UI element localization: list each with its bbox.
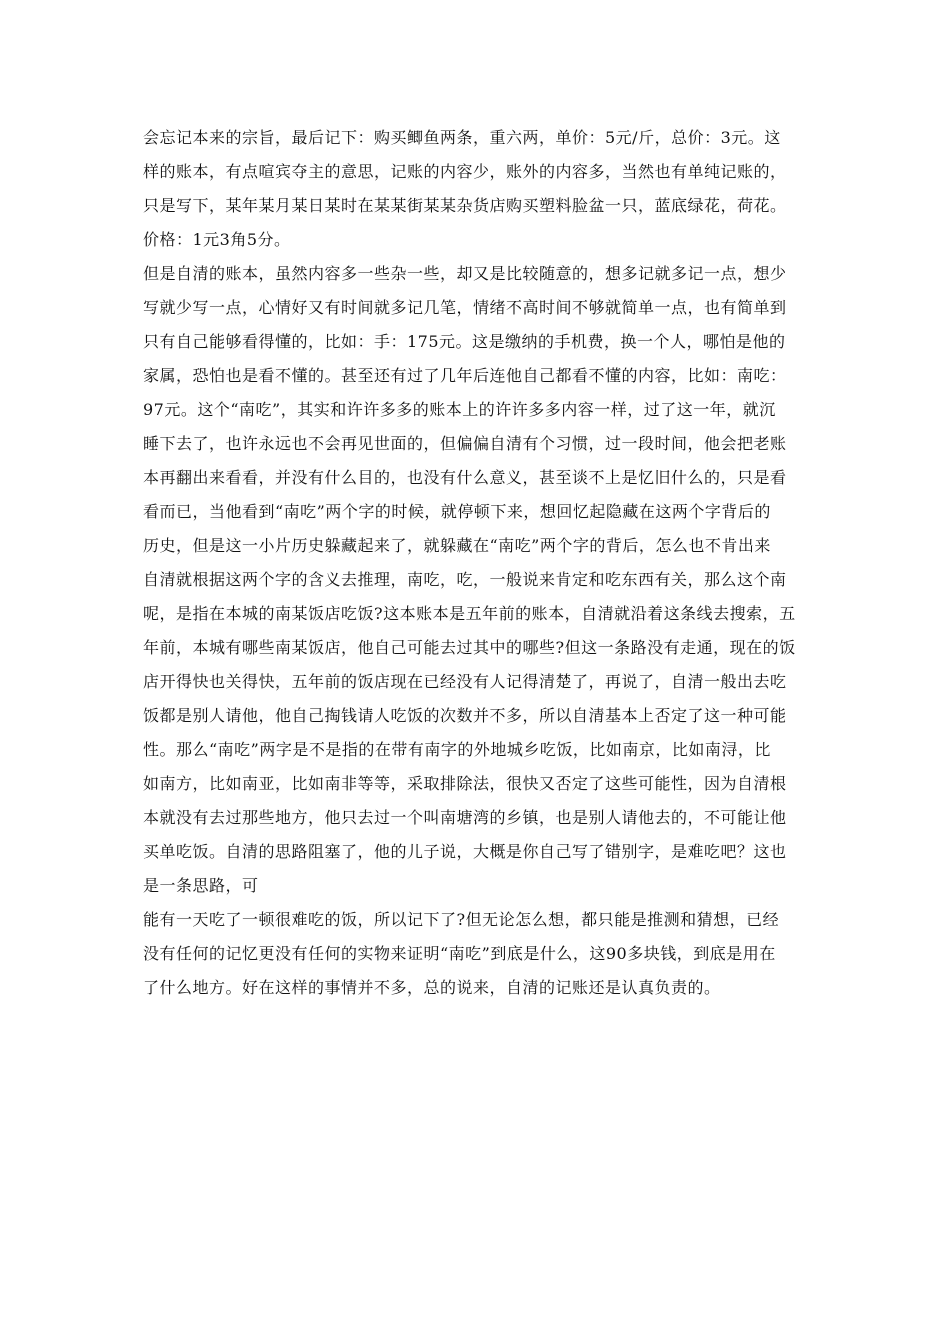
text-line: 饭都是别人请他，他自己掏钱请人吃饭的次数并不多，所以自清基本上否定了这一种可能 [143,706,787,725]
text-line: 是一条思路，可 [143,876,259,895]
text-line: 买单吃饭。自清的思路阻塞了，他的儿子说，大概是你自己写了错别字，是难吃吧？这也 [143,842,787,861]
text-line: 了什么地方。好在这样的事情并不多，总的说来，自清的记账还是认真负责的。 [143,978,721,997]
text-line: 呢，是指在本城的南某饭店吃饭?这本账本是五年前的账本，自清就沿着这条线去搜索，五 [143,604,796,623]
text-line: 如南方，比如南亚，比如南非等等，采取排除法，很快又否定了这些可能性，因为自清根 [143,774,787,793]
text-line: 但是自清的账本，虽然内容多一些杂一些，却又是比较随意的，想多记就多记一点，想少 [143,264,787,283]
text-line: 只是写下，某年某月某日某时在某某街某某杂货店购买塑料脸盆一只，蓝底绿花，荷花。 [143,196,787,215]
text-line: 年前，本城有哪些南某饭店，他自己可能去过其中的哪些?但这一条路没有走通，现在的饭 [143,638,796,657]
text-line: 价格：1元3角5分。 [143,230,291,249]
text-line: 家属，恐怕也是看不懂的。甚至还有过了几年后连他自己都看不懂的内容，比如：南吃： [143,366,787,385]
text-line: 店开得快也关得快，五年前的饭店现在已经没有人记得清楚了，再说了，自清一般出去吃 [143,672,787,691]
text-line: 97元。这个“南吃”，其实和许许多多的账本上的许许多多内容一样，过了这一年，就沉 [143,400,776,419]
text-line: 性。那么“南吃”两字是不是指的在带有南字的外地城乡吃饭，比如南京，比如南浔，比 [143,740,771,759]
body-text [143,121,808,1005]
text-line: 自清就根据这两个字的含义去推理，南吃，吃，一般说来肯定和吃东西有关，那么这个南 [143,570,787,589]
text-line: 没有任何的记忆更没有任何的实物来证明“南吃”到底是什么，这90多块钱，到底是用在 [143,944,776,963]
text-line: 写就少写一点，心情好又有时间就多记几笔，情绪不高时间不够就简单一点，也有简单到 [143,298,787,317]
text-line: 本就没有去过那些地方，他只去过一个叫南塘湾的乡镇，也是别人请他去的，不可能让他 [143,808,787,827]
text-line: 样的账本，有点喧宾夺主的意思，记账的内容少，账外的内容多，当然也有单纯记账的， [143,162,787,181]
text-line: 只有自己能够看得懂的，比如：手：175元。这是缴纳的手机费，换一个人，哪怕是他的 [143,332,786,351]
text-line: 睡下去了，也许永远也不会再见世面的，但偏偏自清有个习惯，过一段时间，他会把老账 [143,434,787,453]
text-line: 本再翻出来看看，并没有什么目的，也没有什么意义，甚至谈不上是忆旧什么的，只是看 [143,468,787,487]
text-line: 历史，但是这一小片历史躲藏起来了，就躲藏在“南吃”两个字的背后，怎么也不肯出来 [143,536,771,555]
text-line: 会忘记本来的宗旨，最后记下：购买鲫鱼两条，重六两，单价：5元/斤，总价：3元。这 [143,128,781,147]
text-line: 能有一天吃了一顿很难吃的饭，所以记下了?但无论怎么想，都只能是推测和猜想，已经 [143,910,780,929]
text-line: 看而已，当他看到“南吃”两个字的时候，就停顿下来，想回忆起隐藏在这两个字背后的 [143,502,771,521]
